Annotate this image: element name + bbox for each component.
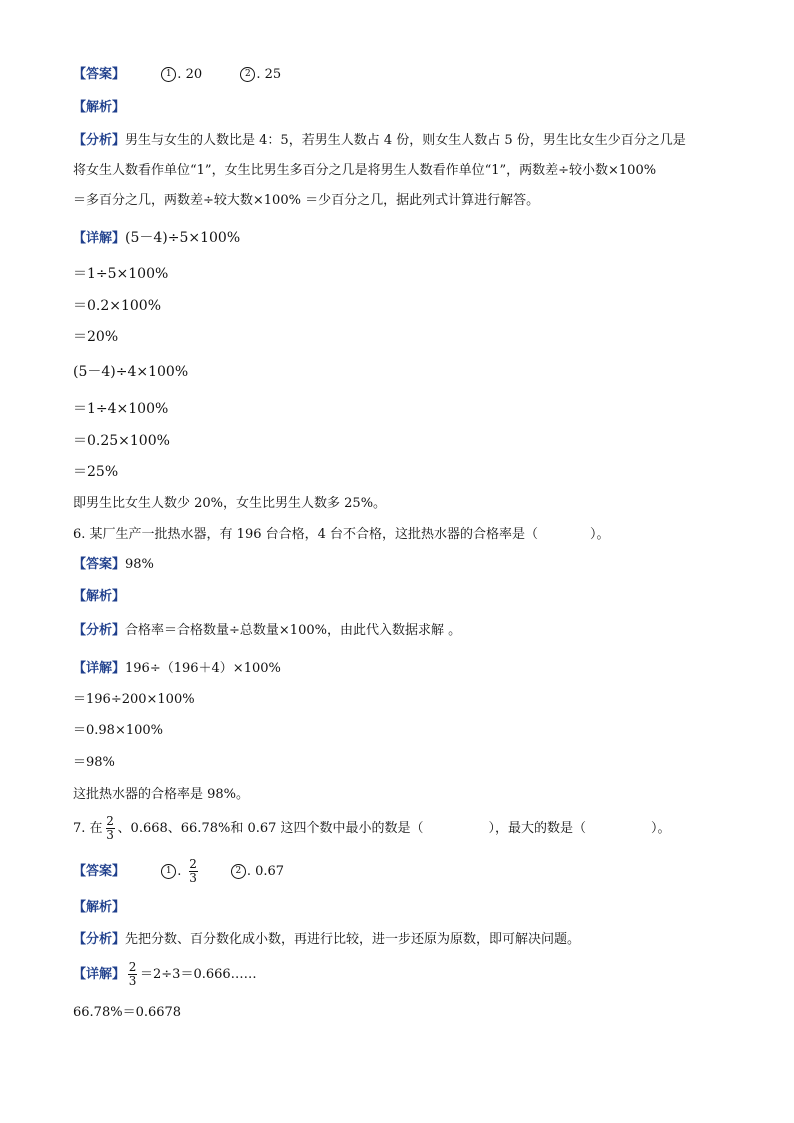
- circled-two-icon: 2: [240, 67, 255, 82]
- circled-one-icon: 1: [161, 67, 176, 82]
- detail-tag: 【详解】: [73, 967, 126, 982]
- circled-one-icon: 1: [161, 864, 176, 879]
- calc-step: ＝2÷3＝0.666……: [140, 967, 257, 982]
- question-7: [73, 812, 671, 846]
- analysis-text-2: 将女生人数看作单位“1”，女生比男生多百分之几是将男生人数看作单位“1”，两数差÷较小数×100%: [73, 163, 657, 178]
- fraction: [106, 815, 115, 842]
- detail-line: [73, 958, 257, 992]
- calc-step: ＝196÷200×100%: [73, 692, 195, 707]
- analysis-line-1: [73, 132, 686, 150]
- analysis-tag: 【分析】: [73, 133, 126, 148]
- analysis-text: 合格率＝合格数量÷总数量×100%，由此代入数据求解 。: [125, 623, 462, 638]
- jiexi-tag: 【解析】: [73, 589, 126, 604]
- answer-line: [73, 556, 154, 574]
- answer-line: 【答案】 1 . $\frac{2}{3}$ 2 . 0.67: [73, 857, 285, 885]
- analysis-text-3: ＝多百分之几，两数差÷较大数×100% ＝少百分之几，据此列式计算进行解答。: [73, 193, 540, 208]
- jiexi-tag: 【解析】: [73, 100, 126, 115]
- fraction-denominator: 3: [106, 828, 114, 842]
- fraction: [189, 858, 198, 885]
- answer-tag: 【答案】: [73, 67, 126, 82]
- analysis-text: 先把分数、百分数化成小数，再进行比较，进一步还原为原数，即可解决问题。: [125, 932, 581, 947]
- answer-value-1: 20: [185, 67, 203, 82]
- calc-step: ＝0.25×100%: [73, 433, 170, 449]
- question-7-prefix: 7. 在: [73, 821, 103, 836]
- detail-line: [73, 660, 281, 678]
- question-6: 6. 某厂生产一批热水器，有 196 台合格，4 台不合格，这批热水器的合格率是（ ）。: [73, 527, 610, 542]
- calc-step: ＝20%: [73, 329, 119, 345]
- analysis-tag: 【分析】: [73, 623, 126, 638]
- calc-step: 196÷（196＋4）×100%: [125, 661, 281, 676]
- analysis-line: [73, 931, 580, 949]
- calc-step: ＝1÷5×100%: [73, 266, 169, 282]
- fraction-numerator: 2: [189, 857, 197, 871]
- answer-line: 【答案】 1 . 20 2 . 25: [73, 67, 282, 82]
- calc-step: ＝25%: [73, 464, 119, 480]
- answer-tag: 【答案】: [73, 864, 126, 879]
- calc-step: ＝98%: [73, 755, 115, 770]
- calc-step: ＝1÷4×100%: [73, 401, 169, 417]
- answer-value: 98%: [125, 557, 154, 572]
- detail-line: [73, 229, 240, 248]
- jiexi-tag: 【解析】: [73, 900, 126, 915]
- detail-tag: 【详解】: [73, 661, 126, 676]
- analysis-tag: 【分析】: [73, 932, 126, 947]
- calc-step: (5－4)÷4×100%: [73, 364, 189, 380]
- fraction-numerator: 2: [128, 960, 137, 974]
- calc-step: ＝0.2×100%: [73, 298, 162, 314]
- conclusion: 即男生比女生人数少 20%，女生比男生人数多 25%。: [73, 496, 387, 511]
- fraction-denominator: 3: [189, 871, 197, 885]
- answer-value-2: 25: [264, 67, 282, 82]
- circled-two-icon: 2: [231, 864, 246, 879]
- detail-tag: 【详解】: [73, 231, 126, 246]
- calc-step: (5－4)÷5×100%: [125, 230, 241, 246]
- answer-value-2: 0.67: [255, 864, 285, 879]
- conclusion: 这批热水器的合格率是 98%。: [73, 787, 250, 802]
- fraction-numerator: 2: [106, 814, 114, 828]
- analysis-text-1: 男生与女生的人数比是 4：5，若男生人数占 4 份，则女生人数占 5 份，男生比女生少百分之几是: [125, 133, 686, 148]
- question-7-suffix: 、0.668、66.78%和 0.67 这四个数中最小的数是（ ），最大的数是（ ）。: [117, 821, 671, 836]
- fraction-denominator: 3: [128, 974, 137, 988]
- analysis-line: [73, 622, 461, 640]
- answer-tag: 【答案】: [73, 557, 126, 572]
- fraction: [128, 961, 137, 988]
- calc-step: 66.78%＝0.6678: [73, 1005, 182, 1020]
- calc-step: ＝0.98×100%: [73, 723, 164, 738]
